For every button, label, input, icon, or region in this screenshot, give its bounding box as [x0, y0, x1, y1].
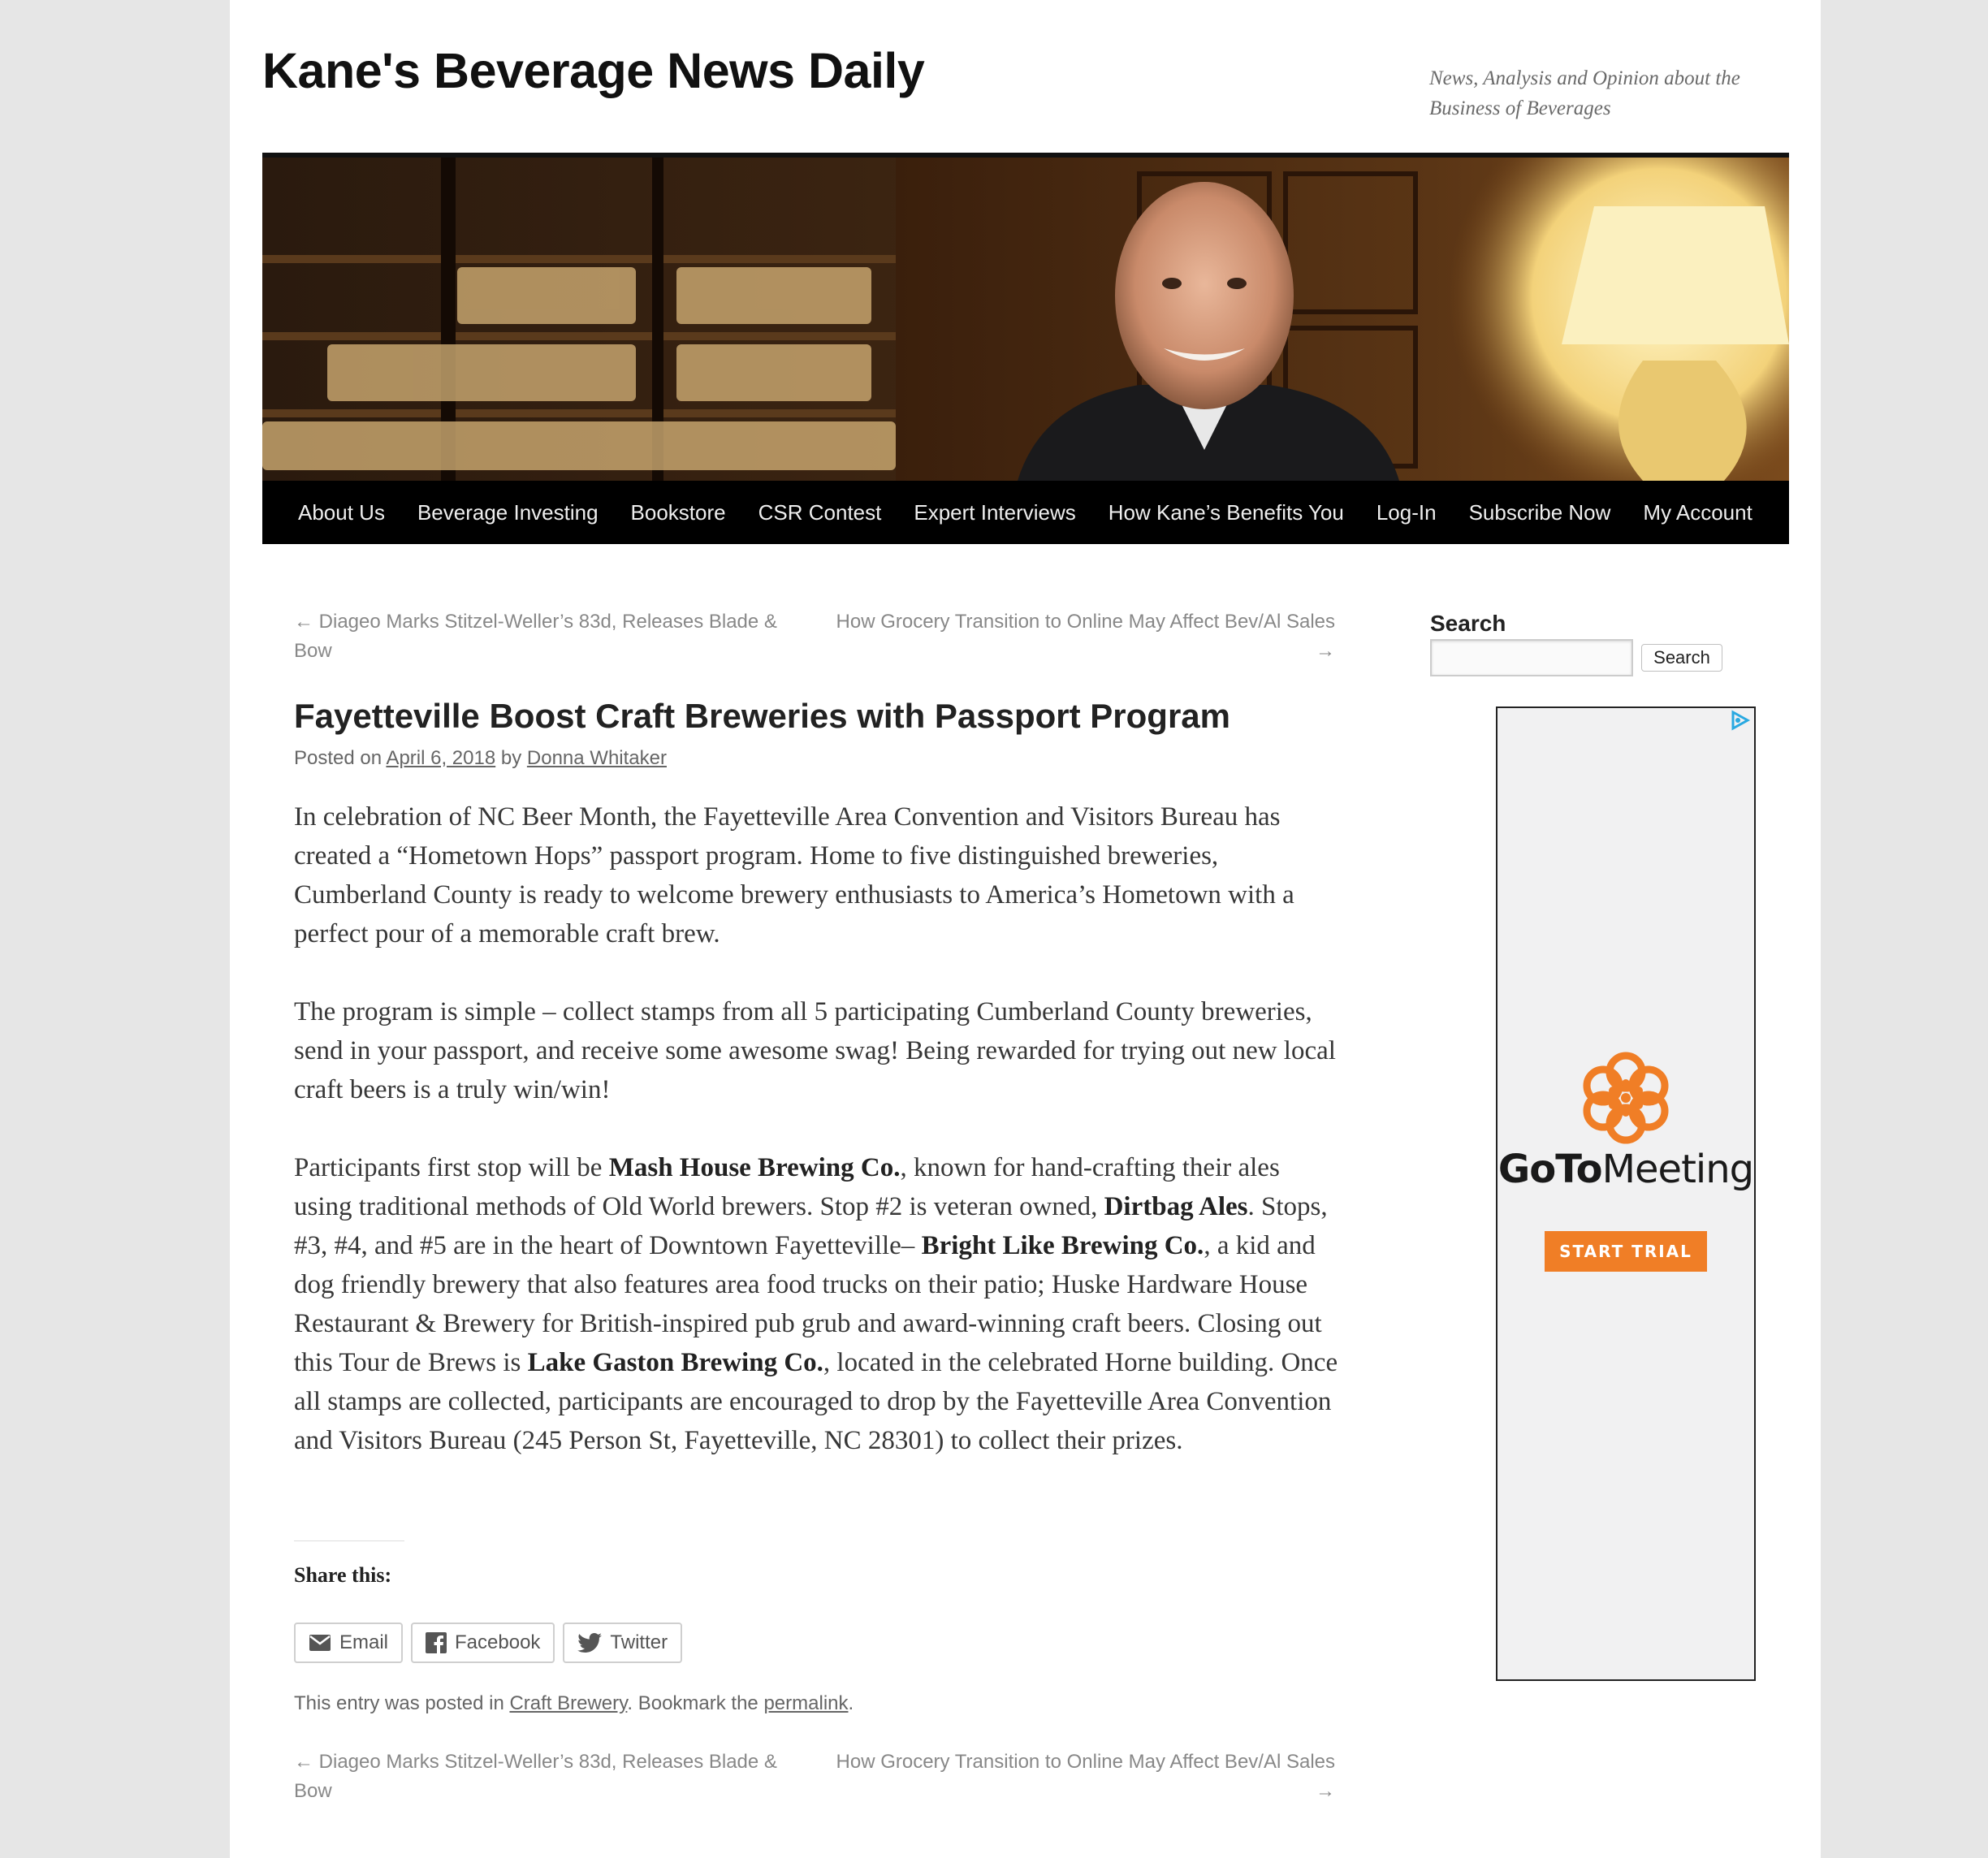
- brewery-name: Dirtbag Ales: [1104, 1192, 1248, 1221]
- category-link[interactable]: Craft Brewery: [509, 1692, 628, 1714]
- nav-item-about-us[interactable]: About Us: [298, 499, 385, 525]
- article-paragraph-3: [294, 1148, 1342, 1460]
- entry-footer: [294, 1692, 854, 1715]
- next-post-link[interactable]: How Grocery Transition to Online May Affect Bev/Al Sales →: [836, 1751, 1335, 1802]
- next-post-link[interactable]: How Grocery Transition to Online May Affect Bev/Al Sales →: [836, 611, 1335, 662]
- site-description: News, Analysis and Opinion about the Business of Beverages: [1429, 67, 1740, 119]
- share-email-button[interactable]: [294, 1623, 403, 1663]
- paragraph-text: . Stops, #3, #4, and #5 are in the heart of Downtown Fayetteville–: [294, 1192, 1328, 1260]
- nav-item-beverage-investing[interactable]: Beverage Investing: [417, 499, 599, 525]
- post-date-link[interactable]: April 6, 2018: [386, 747, 496, 769]
- article-paragraph-1: In celebration of NC Beer Month, the Fayetteville Area Convention and Visitors Bureau has created a “Hometown Hops” passport program. Home to five distinguished breweries, Cumberland County is ready to welcome brewery enthusiasts to America’s Hometown with a perfect pour of a memorable craft brew.: [294, 802, 1294, 948]
- share-divider: [294, 1540, 404, 1541]
- ad-choices-icon[interactable]: [1728, 710, 1752, 731]
- share-twitter-label: Twitter: [610, 1631, 668, 1653]
- by-label: by: [500, 747, 522, 769]
- search-input[interactable]: [1430, 639, 1633, 676]
- article-title[interactable]: Fayetteville Boost Craft Breweries with Passport Program: [294, 697, 1231, 735]
- nav-item-subscribe-now[interactable]: Subscribe Now: [1468, 499, 1611, 525]
- post-navigation-bottom: [294, 1748, 1335, 1813]
- nav-item-csr-contest[interactable]: CSR Contest: [758, 499, 882, 525]
- post-navigation-top: [294, 607, 1335, 672]
- paragraph-text: Participants first stop will be: [294, 1153, 609, 1182]
- footer-text: . Bookmark the: [627, 1692, 764, 1714]
- nav-item-my-account[interactable]: My Account: [1643, 499, 1752, 525]
- header-image: [262, 153, 1789, 481]
- main-navigation: [262, 481, 1789, 544]
- previous-post-link[interactable]: ← Diageo Marks Stitzel-Weller’s 83d, Releases Blade & Bow: [294, 611, 777, 662]
- article-content: [294, 797, 1342, 1499]
- footer-text: .: [848, 1692, 854, 1714]
- paragraph-text: , a kid and dog friendly brewery that also features area food trucks on their patio; Huske Hardware House Restaurant & Brewery for British-inspired pub grub and award-winning craft beers. Closing out this Tour de Brews is: [294, 1231, 1322, 1377]
- nav-item-log-in[interactable]: Log-In: [1376, 499, 1437, 525]
- share-facebook-label: Facebook: [455, 1631, 541, 1653]
- nav-item-how-kanes-benefits-you[interactable]: How Kane’s Benefits You: [1108, 499, 1344, 525]
- article-meta: [294, 747, 667, 770]
- share-title: Share this:: [294, 1563, 392, 1587]
- brewery-name: Lake Gaston Brewing Co.: [527, 1348, 823, 1377]
- permalink-link[interactable]: permalink: [763, 1692, 849, 1714]
- nav-item-bookstore[interactable]: Bookstore: [630, 499, 726, 525]
- share-buttons: [294, 1623, 682, 1663]
- ad-brand-light: Meeting: [1601, 1147, 1754, 1192]
- brewery-name: Mash House Brewing Co.: [608, 1153, 901, 1182]
- article-paragraph-2: The program is simple – collect stamps from all 5 participating Cumberland County breweries, send in your passport, and receive some awesome swag! Being rewarded for trying out new local craft beers is a truly win/win!: [294, 997, 1336, 1104]
- ad-brand-name: [1497, 1147, 1754, 1192]
- brewery-name: Bright Like Brewing Co.: [921, 1231, 1204, 1260]
- paragraph-text: , located in the celebrated Horne building. Once all stamps are collected, participants are encouraged to drop by the Fayetteville Area Convention and Visitors Bureau (245 Person St, Fayetteville, NC 28301) to collect their prizes.: [294, 1348, 1338, 1455]
- email-icon: [309, 1634, 331, 1652]
- ad-brand-bold: GoTo: [1497, 1147, 1602, 1192]
- posted-on-label: Posted on: [294, 747, 382, 769]
- paragraph-text: , known for hand-crafting their ales using traditional methods of Old World brewers. Stop #2 is veteran owned,: [294, 1153, 1280, 1221]
- search-button[interactable]: Search: [1641, 644, 1722, 672]
- facebook-icon: [426, 1632, 447, 1653]
- page-container: [230, 0, 1821, 1858]
- gotomeeting-logo-icon: [1579, 1051, 1673, 1145]
- twitter-icon: [577, 1633, 602, 1653]
- start-trial-button[interactable]: START TRIAL: [1545, 1231, 1707, 1272]
- nav-item-expert-interviews[interactable]: Expert Interviews: [914, 499, 1076, 525]
- share-facebook-button[interactable]: [411, 1623, 555, 1663]
- author-link[interactable]: Donna Whitaker: [526, 747, 667, 769]
- sidebar-advertisement[interactable]: [1496, 706, 1756, 1681]
- footer-text: This entry was posted in: [294, 1692, 510, 1714]
- site-title[interactable]: Kane's Beverage News Daily: [262, 43, 925, 98]
- search-widget-title: Search: [1430, 611, 1506, 636]
- previous-post-link[interactable]: ← Diageo Marks Stitzel-Weller’s 83d, Releases Blade & Bow: [294, 1751, 777, 1802]
- share-email-label: Email: [339, 1631, 389, 1653]
- share-twitter-button[interactable]: [563, 1623, 682, 1663]
